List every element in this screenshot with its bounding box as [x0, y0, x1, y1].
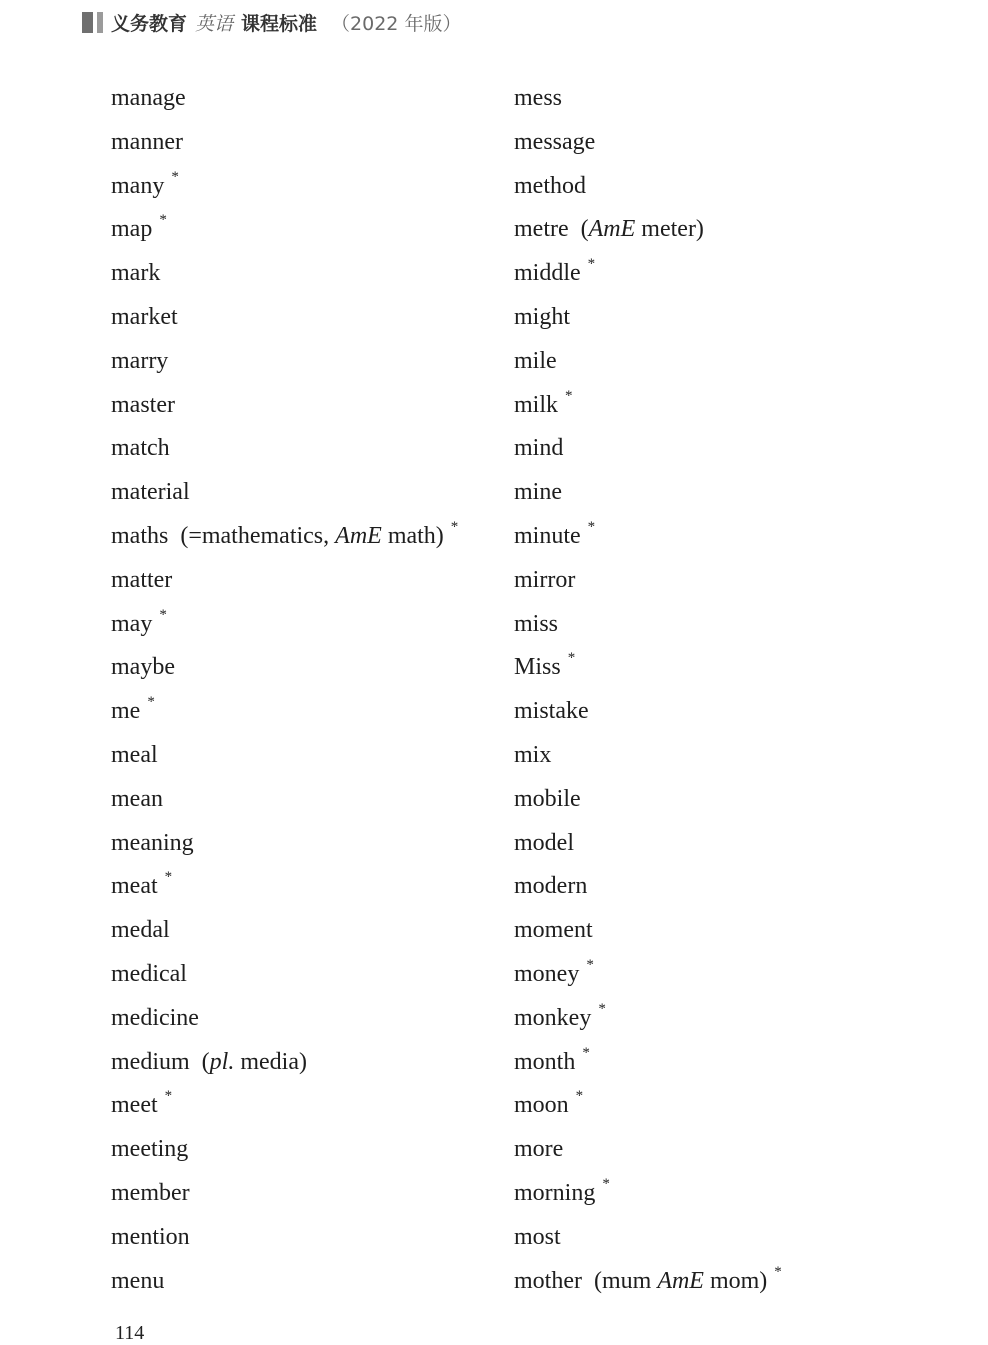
- word-entry: [514, 1172, 944, 1216]
- word-entry: [111, 822, 501, 866]
- word-entry: [111, 997, 501, 1041]
- word-entry: [514, 1041, 944, 1085]
- headword: Miss: [514, 654, 561, 681]
- headword: marry: [111, 347, 169, 374]
- headword: mother: [514, 1267, 582, 1294]
- word-entry: [111, 208, 501, 252]
- headword: meaning: [111, 829, 194, 856]
- word-entry: [111, 296, 501, 340]
- word-entry: [514, 340, 944, 384]
- headword: moment: [514, 917, 593, 944]
- note-segment: (: [580, 216, 589, 243]
- word-entry: [111, 603, 501, 647]
- note-italic-segment: AmE: [335, 522, 382, 549]
- word-entry: [111, 1260, 501, 1304]
- headword: metre: [514, 216, 569, 243]
- headword: milk: [514, 391, 559, 418]
- headword: mile: [514, 347, 557, 374]
- word-entry: [514, 1216, 944, 1260]
- header-compulsory-education: 义务教育: [111, 12, 188, 35]
- headword: meat: [111, 873, 158, 900]
- word-column-left: [111, 77, 501, 1303]
- word-entry: [514, 953, 944, 997]
- word-entry: [111, 1128, 501, 1172]
- headword: matter: [111, 566, 173, 593]
- headword: moon: [514, 1092, 569, 1119]
- page-number: 114: [115, 1322, 145, 1344]
- headword: medicine: [111, 1004, 199, 1031]
- required-star-marker: *: [598, 1000, 606, 1017]
- headword: month: [514, 1048, 576, 1075]
- headword: model: [514, 829, 574, 856]
- word-entry: [111, 252, 501, 296]
- word-entry: [514, 646, 944, 690]
- note-italic-segment: pl.: [209, 1048, 235, 1075]
- word-entry: [514, 296, 944, 340]
- word-entry: [111, 165, 501, 209]
- required-star-marker: *: [774, 1263, 782, 1280]
- required-star-marker: *: [565, 387, 573, 404]
- word-entry: [111, 471, 501, 515]
- headword: mirror: [514, 566, 576, 593]
- word-entry: [111, 77, 501, 121]
- header-bar-light: [97, 12, 103, 33]
- headword: most: [514, 1223, 561, 1250]
- headword: me: [111, 698, 141, 725]
- headword: miss: [514, 610, 559, 637]
- headword: map: [111, 216, 153, 243]
- word-entry: [514, 690, 944, 734]
- headword: menu: [111, 1267, 165, 1294]
- headword: maths: [111, 522, 169, 549]
- headword: mind: [514, 435, 564, 462]
- headword: medal: [111, 917, 170, 944]
- headword: mean: [111, 785, 163, 812]
- word-entry: [514, 1260, 944, 1304]
- headword: manner: [111, 128, 183, 155]
- word-entry: [514, 384, 944, 428]
- headword: mark: [111, 260, 161, 287]
- headword: match: [111, 435, 170, 462]
- required-star-marker: *: [602, 1175, 610, 1192]
- word-entry: [111, 515, 501, 559]
- word-entry: [514, 121, 944, 165]
- word-entry: [111, 559, 501, 603]
- word-entry: [111, 1084, 501, 1128]
- header-bar-icon: [82, 12, 103, 33]
- word-entry: [514, 603, 944, 647]
- word-entry: [514, 427, 944, 471]
- word-entry: [514, 1084, 944, 1128]
- headword: mix: [514, 741, 552, 768]
- required-star-marker: *: [582, 1044, 590, 1061]
- headword: mention: [111, 1223, 190, 1250]
- headword: maybe: [111, 654, 175, 681]
- headword: meal: [111, 741, 158, 768]
- word-entry: [111, 690, 501, 734]
- required-star-marker: *: [587, 518, 596, 535]
- headword: mess: [514, 85, 562, 111]
- word-entry: [514, 778, 944, 822]
- note-italic-segment: AmE: [588, 216, 636, 243]
- word-entry: [111, 1172, 501, 1216]
- word-entry: [514, 165, 944, 209]
- word-entry: [514, 865, 944, 909]
- required-star-marker: *: [159, 606, 167, 623]
- note-italic-segment: AmE: [657, 1267, 704, 1294]
- word-note: [594, 1268, 767, 1294]
- headword: master: [111, 391, 175, 418]
- required-star-marker: *: [587, 256, 596, 273]
- headword: market: [111, 303, 178, 330]
- headword: mobile: [514, 785, 581, 812]
- headword: message: [514, 128, 596, 155]
- note-segment: meter): [635, 216, 704, 243]
- word-entry: [514, 208, 944, 252]
- header-bar-dark: [82, 12, 93, 33]
- note-segment: math): [381, 522, 444, 549]
- headword: manage: [111, 85, 186, 111]
- headword: mistake: [514, 698, 589, 725]
- word-note: [202, 1049, 307, 1075]
- word-entry: [111, 953, 501, 997]
- headword: morning: [514, 1179, 596, 1206]
- note-segment: mom): [703, 1267, 768, 1294]
- word-entry: [111, 340, 501, 384]
- headword: may: [111, 610, 153, 637]
- headword: method: [514, 172, 586, 199]
- required-star-marker: *: [450, 518, 459, 535]
- note-segment: (mum: [593, 1267, 658, 1294]
- required-star-marker: *: [171, 168, 179, 185]
- word-entry: [111, 865, 501, 909]
- headword: minute: [514, 522, 581, 549]
- word-entry: [514, 909, 944, 953]
- word-entry: [111, 734, 501, 778]
- headword: more: [514, 1136, 564, 1163]
- word-entry: [111, 778, 501, 822]
- word-entry: [514, 559, 944, 603]
- word-entry: [514, 734, 944, 778]
- required-star-marker: *: [164, 1088, 173, 1105]
- headword: money: [514, 960, 580, 987]
- word-entry: [111, 1041, 501, 1085]
- word-column-right: [514, 77, 944, 1303]
- word-entry: [514, 515, 944, 559]
- word-entry: [514, 77, 944, 121]
- headword: modern: [514, 873, 588, 900]
- word-entry: [514, 252, 944, 296]
- word-entry: [111, 121, 501, 165]
- header-subject: 英语: [195, 12, 234, 35]
- headword: middle: [514, 260, 581, 287]
- word-entry: [514, 1128, 944, 1172]
- header-edition: （2022 年版）: [331, 12, 462, 35]
- headword: material: [111, 479, 190, 506]
- note-segment: (=mathematics,: [180, 522, 336, 549]
- word-entry: [514, 822, 944, 866]
- running-header: [82, 8, 461, 36]
- headword: many: [111, 172, 165, 199]
- headword: meeting: [111, 1136, 189, 1163]
- headword: medical: [111, 960, 187, 987]
- word-entry: [514, 471, 944, 515]
- word-entry: [111, 1216, 501, 1260]
- word-entry: [111, 909, 501, 953]
- required-star-marker: *: [147, 694, 155, 711]
- word-entry: [111, 384, 501, 428]
- required-star-marker: *: [575, 1088, 584, 1105]
- word-entry: [514, 997, 944, 1041]
- headword: monkey: [514, 1004, 592, 1031]
- required-star-marker: *: [567, 650, 576, 667]
- note-segment: media): [234, 1048, 307, 1075]
- word-entry: [111, 427, 501, 471]
- header-curriculum-standard: 课程标准: [241, 12, 318, 35]
- headword: might: [514, 303, 571, 330]
- required-star-marker: *: [164, 869, 173, 886]
- headword: medium: [111, 1048, 190, 1075]
- required-star-marker: *: [586, 956, 594, 973]
- word-note: [581, 216, 704, 242]
- required-star-marker: *: [159, 212, 167, 229]
- headword: mine: [514, 479, 562, 506]
- word-entry: [111, 646, 501, 690]
- headword: meet: [111, 1092, 158, 1119]
- headword: member: [111, 1179, 190, 1206]
- note-segment: (: [201, 1048, 210, 1075]
- word-note: [180, 523, 443, 549]
